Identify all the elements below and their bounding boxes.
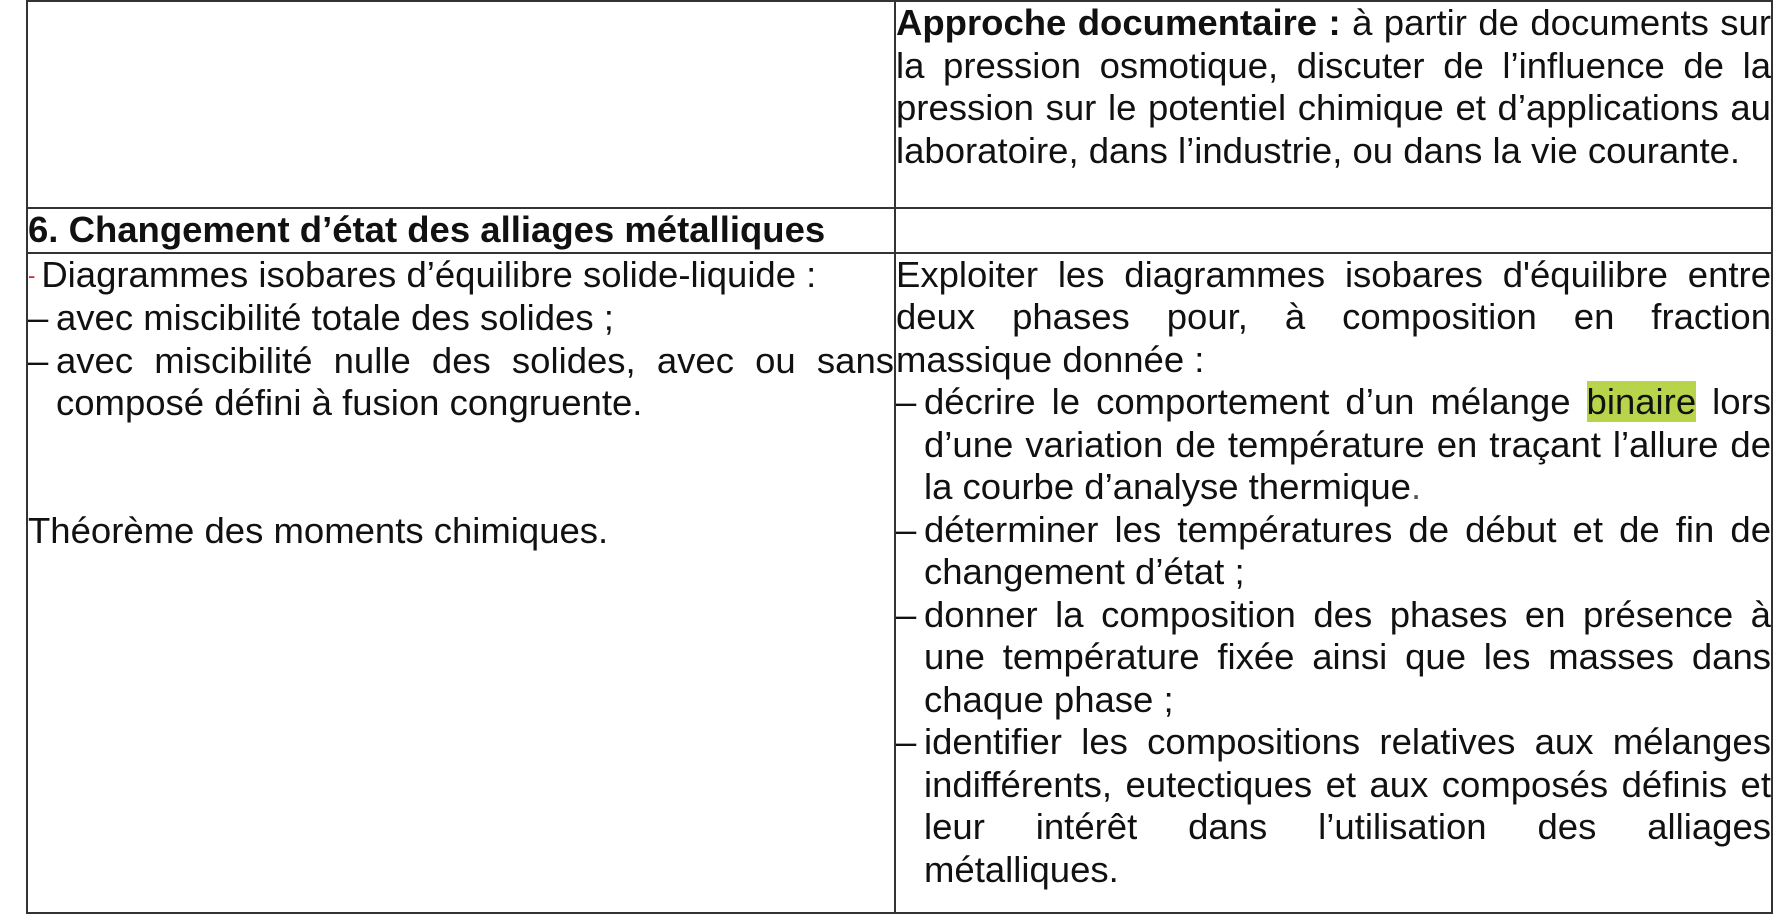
list-item — [28, 297, 894, 340]
approach-label: Approche documentaire : — [896, 2, 1341, 43]
dash-marker: – — [896, 593, 917, 635]
table-row — [27, 253, 1772, 913]
capacity-item: déterminer les températures de début et de fin de changement d’état ; — [924, 508, 1771, 592]
highlighted-word: binaire — [1586, 381, 1697, 422]
struck-period: . — [1410, 466, 1422, 507]
program-table — [26, 0, 1773, 914]
capacities-list — [896, 381, 1771, 891]
theorem-line: Théorème des moments chimiques. — [28, 509, 609, 551]
approach-text: à partir de documents sur la pression osmotique, discuter de l’influence de la pression sur le potentiel chimique et d’applications au laboratoire, dans l’industrie, ou dans la vie courante. — [896, 2, 1771, 171]
section-title-cell — [27, 208, 895, 253]
notions-list — [28, 297, 894, 425]
capacities-intro: Exploiter les diagrammes isobares d'équilibre entre deux phases pour, à composition en fraction massique donnée : — [896, 253, 1771, 380]
approach-paragraph — [896, 2, 1771, 172]
empty-cell — [27, 1, 895, 208]
list-item — [896, 721, 1771, 891]
spacer — [28, 425, 894, 510]
dash-marker: – — [896, 721, 917, 762]
notions-cell — [27, 253, 895, 913]
table-row — [27, 1, 1772, 208]
dash-marker: – — [896, 508, 917, 550]
capacity-item: identifier les compositions relatives aux mélanges indifférents, eutectiques et aux composés définis et leur intérêt dans l’utilisation des alliages métalliques. — [924, 721, 1771, 890]
dash-marker: – — [28, 339, 49, 381]
capacity-text-end: lors d’une variation de température en traçant l’allure de la courbe d’analyse thermique — [924, 381, 1771, 507]
capacities-cell — [895, 253, 1772, 913]
list-item — [896, 381, 1771, 509]
empty-cell — [895, 208, 1772, 253]
capacity-item: donner la composition des phases en présence à une température fixée ainsi que les masses dans chaque phase ; — [924, 593, 1771, 720]
approach-cell — [895, 1, 1772, 208]
list-item — [896, 509, 1771, 594]
list-item — [28, 340, 894, 425]
notion-item: avec miscibilité nulle des solides, avec ou sans composé défini à fusion congruente. — [56, 339, 894, 423]
dash-marker: – — [896, 381, 917, 422]
dash-marker: – — [28, 297, 49, 338]
notions-intro — [28, 254, 894, 298]
capacity-text-start: décrire le comportement d’un mélange — [924, 381, 1587, 422]
table-row — [27, 208, 1772, 253]
notion-item: avec miscibilité totale des solides ; — [56, 297, 614, 338]
revision-mark: - — [28, 262, 36, 288]
notions-intro-text: Diagrammes isobares d’équilibre solide-liquide : — [41, 253, 817, 295]
section-title: 6. Changement d’état des alliages métalliques — [28, 209, 826, 250]
list-item — [896, 594, 1771, 722]
